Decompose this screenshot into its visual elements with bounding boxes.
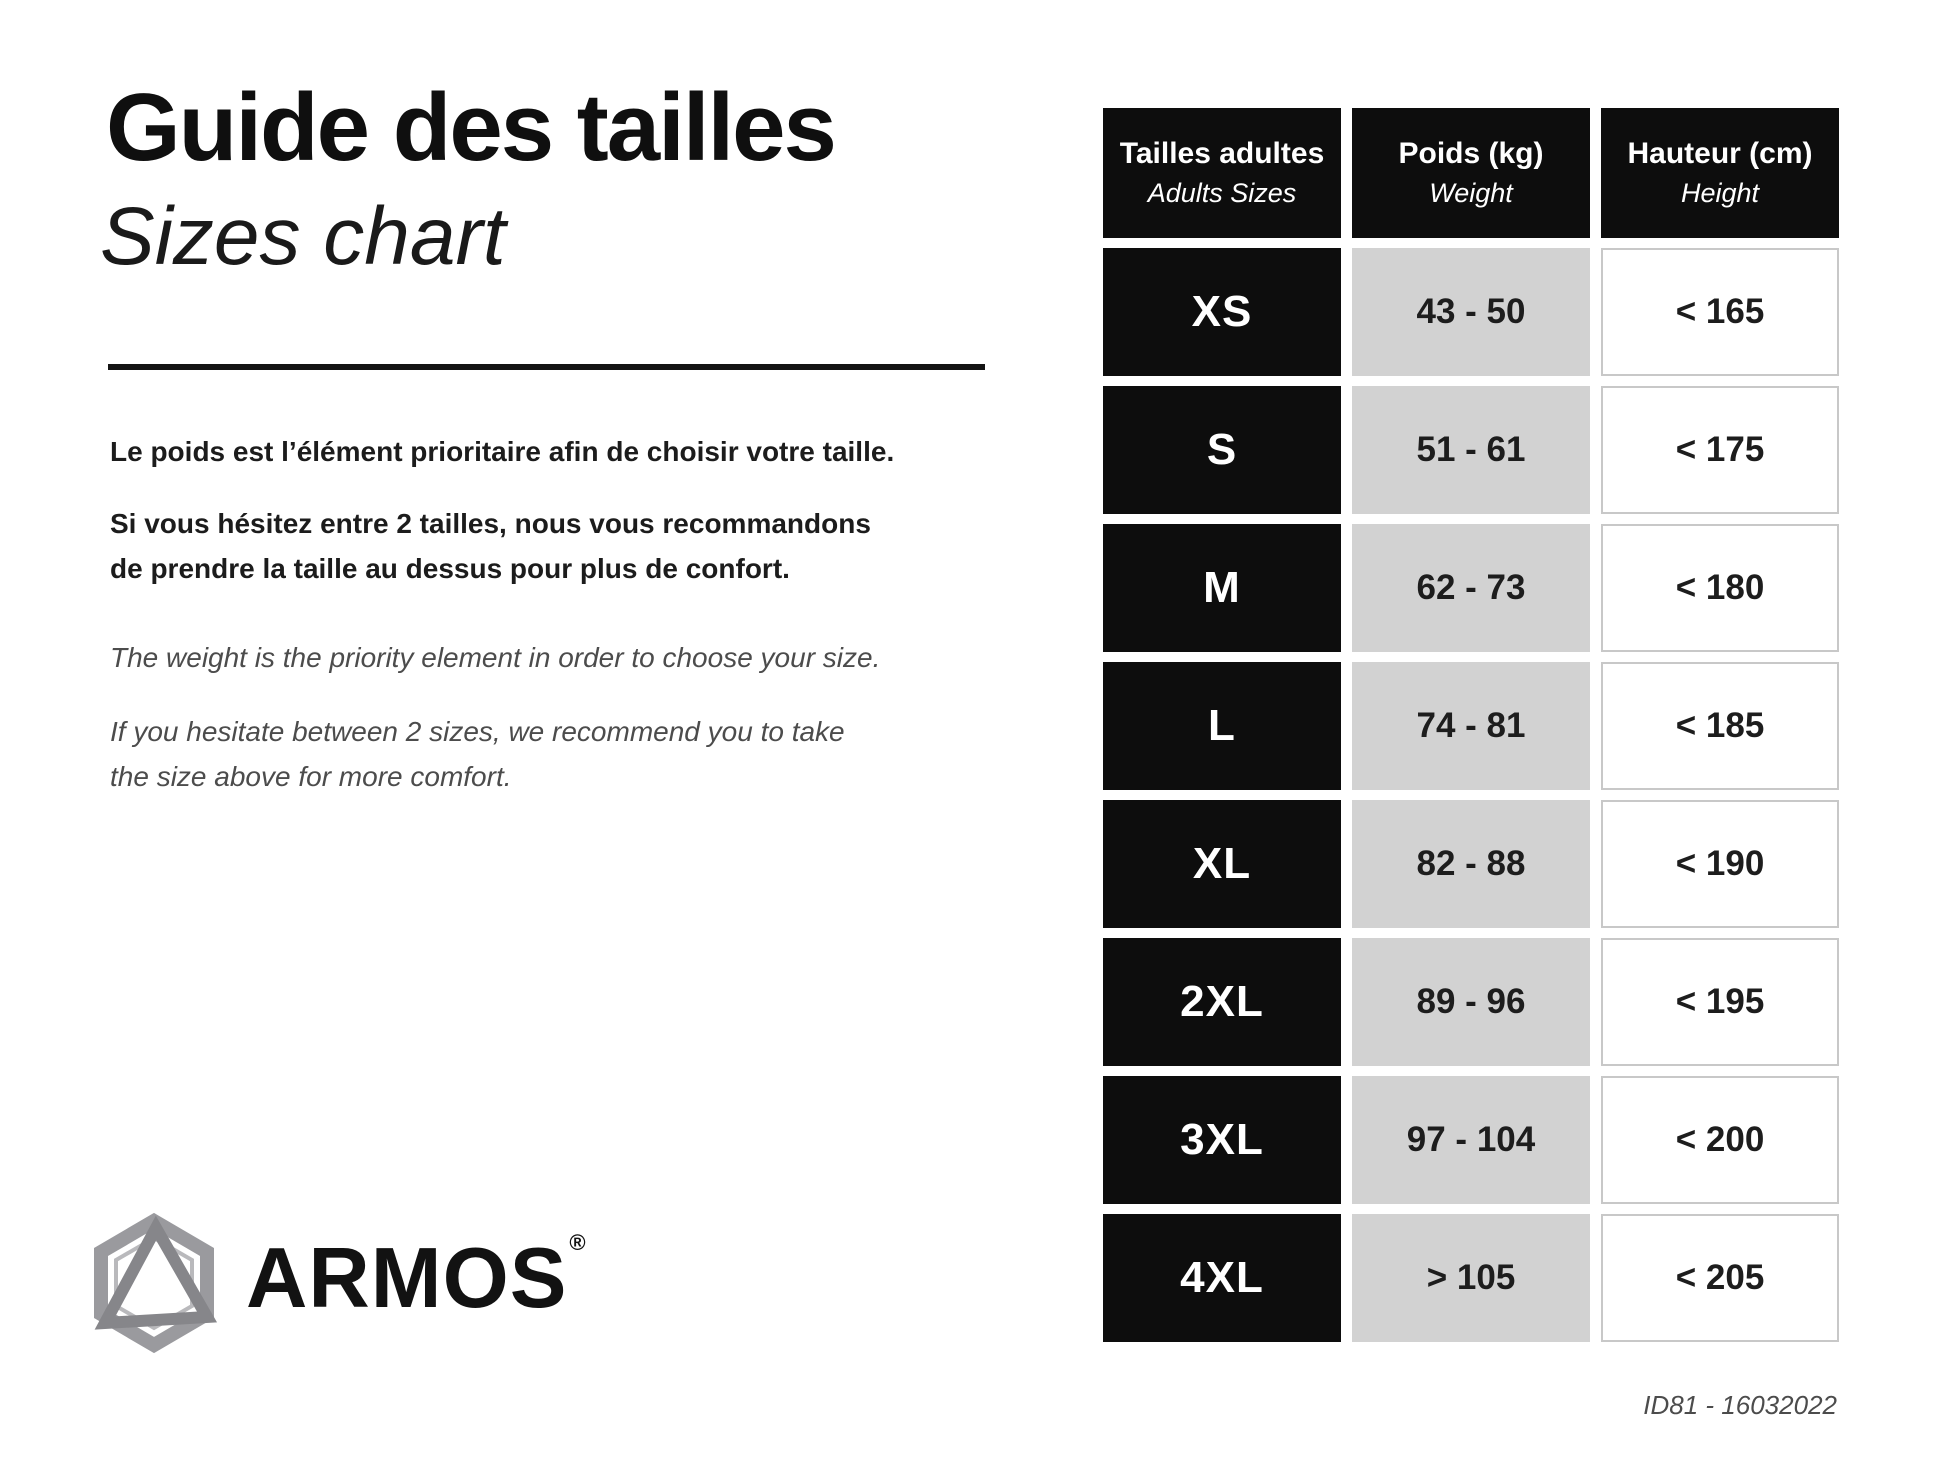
weight-cell: 51 - 61 [1352, 386, 1590, 514]
size-cell: M [1103, 524, 1341, 652]
height-cell: < 195 [1601, 938, 1839, 1066]
intro-en-line: the size above for more comfort. [110, 761, 512, 792]
size-cell: XL [1103, 800, 1341, 928]
registered-mark: ® [569, 1229, 587, 1255]
brand-logo [90, 1212, 585, 1354]
intro-en-line: If you hesitate between 2 sizes, we recommend you to take [110, 716, 845, 747]
header-fr-label: Hauteur (cm) [1627, 137, 1813, 171]
height-cell: < 175 [1601, 386, 1839, 514]
height-cell: < 200 [1601, 1076, 1839, 1204]
weight-cell: 97 - 104 [1352, 1076, 1590, 1204]
weight-cell: 43 - 50 [1352, 248, 1590, 376]
intro-en-line: The weight is the priority element in order to choose your size. [110, 642, 881, 673]
header-fr-label: Poids (kg) [1398, 137, 1544, 171]
intro-fr-line: de prendre la taille au dessus pour plus de confort. [110, 553, 790, 584]
intro-fr-line: Si vous hésitez entre 2 tailles, nous vous recommandons [110, 508, 871, 539]
weight-cell: 89 - 96 [1352, 938, 1590, 1066]
hexagon-logo-icon [90, 1212, 218, 1354]
header-sizes-column [1103, 108, 1341, 238]
sizes-table [1103, 108, 1839, 1342]
height-cell: < 205 [1601, 1214, 1839, 1342]
height-cell: < 165 [1601, 248, 1839, 376]
header-weight-column [1352, 108, 1590, 238]
page-title: Guide des tailles [106, 74, 835, 181]
header-height-column [1601, 108, 1839, 238]
size-cell: S [1103, 386, 1341, 514]
document-reference: ID81 - 16032022 [1643, 1390, 1837, 1420]
size-cell: L [1103, 662, 1341, 790]
header-en-label: Weight [1429, 177, 1513, 208]
intro-fr-line: Le poids est l’élément prioritaire afin de choisir votre taille. [110, 436, 895, 467]
height-cell: < 190 [1601, 800, 1839, 928]
height-cell: < 185 [1601, 662, 1839, 790]
weight-cell: 62 - 73 [1352, 524, 1590, 652]
size-cell: 4XL [1103, 1214, 1341, 1342]
header-en-label: Height [1680, 177, 1760, 208]
weight-cell: > 105 [1352, 1214, 1590, 1342]
weight-cell: 82 - 88 [1352, 800, 1590, 928]
size-cell: 2XL [1103, 938, 1341, 1066]
header-fr-label: Tailles adultes [1119, 137, 1325, 171]
size-cell: XS [1103, 248, 1341, 376]
header-en-label: Adults Sizes [1147, 177, 1297, 208]
brand-name: ARMOS [246, 1231, 568, 1326]
brand-wordmark [246, 1230, 585, 1328]
size-cell: 3XL [1103, 1076, 1341, 1204]
weight-cell: 74 - 81 [1352, 662, 1590, 790]
height-cell: < 180 [1601, 524, 1839, 652]
page-subtitle: Sizes chart [100, 191, 506, 282]
title-divider [108, 364, 985, 370]
